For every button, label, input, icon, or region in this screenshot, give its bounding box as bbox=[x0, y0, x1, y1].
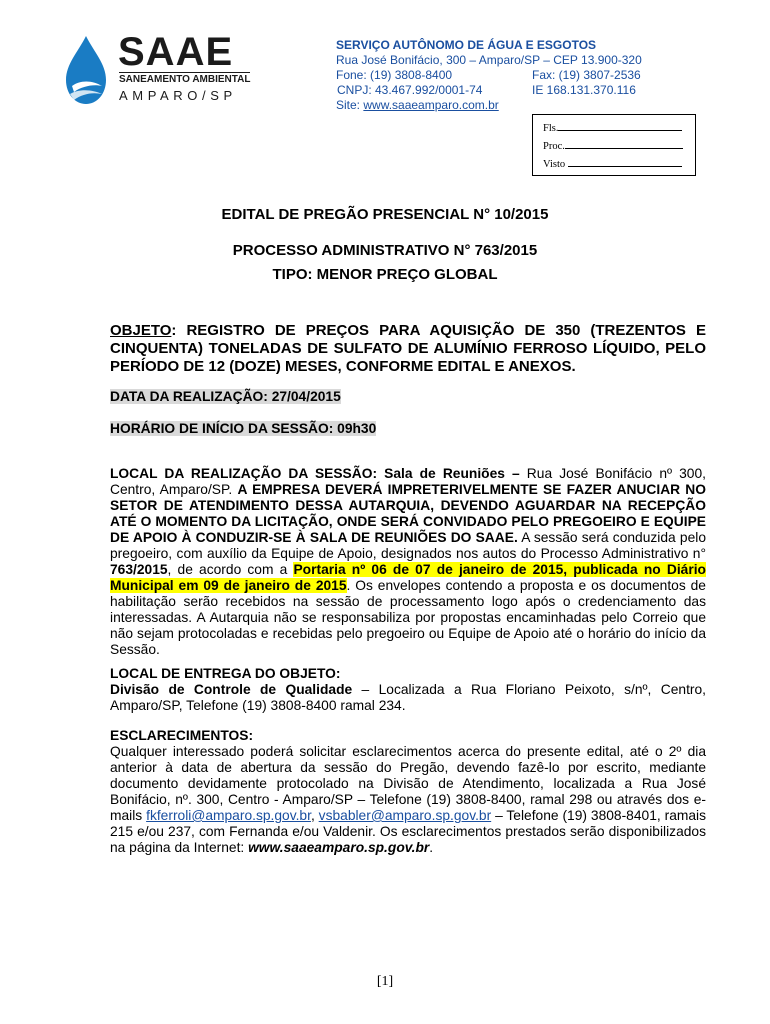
stamp-fls: Fls. bbox=[543, 123, 559, 134]
esclarecimentos-heading: ESCLARECIMENTOS: bbox=[110, 728, 254, 743]
org-name: SERVIÇO AUTÔNOMO DE ÁGUA E ESGOTOS bbox=[336, 38, 597, 52]
objeto-label: OBJETO bbox=[110, 322, 172, 339]
local-text2: , de acordo com a bbox=[167, 562, 294, 577]
entrega-heading: LOCAL DE ENTREGA DO OBJETO: bbox=[110, 666, 341, 681]
org-address: Rua José Bonifácio, 300 – Amparo/SP – CEP 13.900-320 bbox=[336, 53, 642, 67]
processo-title: PROCESSO ADMINISTRATIVO N° 763/2015 bbox=[232, 242, 538, 259]
stamp-visto: Visto bbox=[543, 159, 566, 170]
local-text1: A sessão será conduzida pelo pregoeiro, com auxílio da Equipe de Apoio, designados nos autos do Processo Administrativo n° bbox=[110, 530, 706, 561]
protocol-stamp-box bbox=[532, 114, 696, 176]
logo-city: AMPARO/SP bbox=[119, 88, 237, 103]
org-fax: Fax: (19) 3807-2536 bbox=[532, 68, 641, 82]
local-paragraph bbox=[110, 466, 706, 658]
local-proc-num: 763/2015 bbox=[110, 562, 168, 577]
local-label: LOCAL DA REALIZAÇÃO DA SESSÃO: Sala de Reuniões – bbox=[110, 466, 520, 481]
entrega-label: Divisão de Controle de Qualidade bbox=[110, 682, 353, 697]
org-site-label: Site: bbox=[336, 98, 364, 112]
entrega-paragraph bbox=[110, 682, 706, 714]
org-phone: Fone: (19) 3808-8400 bbox=[336, 68, 453, 82]
saae-logo bbox=[60, 30, 260, 106]
esclarecimentos-paragraph bbox=[110, 744, 706, 856]
local-address: Rua José Bonifácio nº 300, Centro, Amparo/SP. bbox=[110, 466, 706, 497]
email-separator: , bbox=[310, 808, 319, 823]
esclarecimentos-end: . bbox=[429, 840, 434, 855]
esclarecimentos-text2: – Telefone (19) 3808-8401, ramais 215 e/ou 237, com Fernanda e/ou Valdenir. Os esclarecimentos prestados serão disponibilizados na página da Internet: bbox=[110, 808, 707, 855]
entrega-text: – Localizada a Rua Floriano Peixoto, s/nº, Centro, Amparo/SP, Telefone (19) 3808-8400 ramal 234. bbox=[110, 682, 706, 713]
tipo-title: TIPO: MENOR PREÇO GLOBAL bbox=[272, 266, 498, 283]
page-number: [1] bbox=[376, 974, 394, 989]
logo-name: SAAE bbox=[118, 30, 234, 74]
local-portaria: Portaria nº 06 de 07 de janeiro de 2015, publicada no Diário Municipal em 09 de janeiro de 2015 bbox=[110, 562, 706, 593]
esclarecimentos-site: www.saaeamparo.sp.gov.br bbox=[248, 840, 430, 855]
horario-inicio: HORÁRIO DE INÍCIO DA SESSÃO: 09h30 bbox=[110, 421, 377, 436]
org-ie: IE 168.131.370.116 bbox=[532, 83, 636, 97]
stamp-proc: Proc. bbox=[543, 141, 565, 152]
local-text3: . Os envelopes contendo a proposta e os documentos de habilitação serão recebidos na sessão de processamento logo após o credenciamento das interessadas. A Autarquia não se responsabiliza por propostas encaminhadas pelo Correio que não sejam protocoladas e recebidas pelo pregoeiro ou Equipe de Apoio até o horário do início da Sessão. bbox=[110, 578, 706, 657]
edital-title: EDITAL DE PREGÃO PRESENCIAL N° 10/2015 bbox=[221, 206, 549, 223]
objeto-text: : REGISTRO DE PREÇOS PARA AQUISIÇÃO DE 350 (TREZENTOS E CINQUENTA) TONELADAS DE SULFATO DE ALUMÍNIO FERROSO LÍQUIDO, PELO PERÍODO DE 12 (DOZE) MESES, CONFORME EDITAL E ANEXOS. bbox=[110, 322, 706, 375]
org-info bbox=[336, 38, 642, 113]
objeto-paragraph bbox=[110, 322, 706, 376]
email-vsbabler-link[interactable]: vsbabler@amparo.sp.gov.br bbox=[318, 808, 492, 823]
email-fkferroli-link[interactable]: fkferroli@amparo.sp.gov.br bbox=[146, 808, 311, 823]
data-realizacao: DATA DA REALIZAÇÃO: 27/04/2015 bbox=[110, 389, 341, 404]
org-site-link[interactable]: www.saaeamparo.com.br bbox=[363, 98, 499, 112]
esclarecimentos-text1: Qualquer interessado poderá solicitar esclarecimentos acerca do presente edital, até o 2º dia anterior à data de abertura da sessão do Pregão, devendo fazê-lo por escrito, mediante documento devidamente protocolado na Divisão de Atendimento, localizada a Rua José Bonifácio, nº. 300, Centro - Amparo/SP – Telefone (19) 3808-8400, ramal 298 ou através dos e-mails bbox=[110, 744, 706, 823]
logo-subtitle: SANEAMENTO AMBIENTAL bbox=[119, 74, 251, 85]
local-notice: A EMPRESA DEVERÁ IMPRETERIVELMENTE SE FAZER ANUCIAR NO SETOR DE ATENDIMENTO DESSA AUTARQUIA, DEVENDO AGUARDAR NA RECEPÇÃO ATÉ O MOMENTO DA LICITAÇÃO, ONDE SERÁ CONVIDADO PELO PREGOEIRO E EQUIPE DE APOIO À CONDUZIR-SE À SALA DE REUNIÕES DO SAAE. bbox=[110, 482, 706, 545]
org-cnpj: CNPJ: 43.467.992/0001-74 bbox=[337, 83, 483, 97]
